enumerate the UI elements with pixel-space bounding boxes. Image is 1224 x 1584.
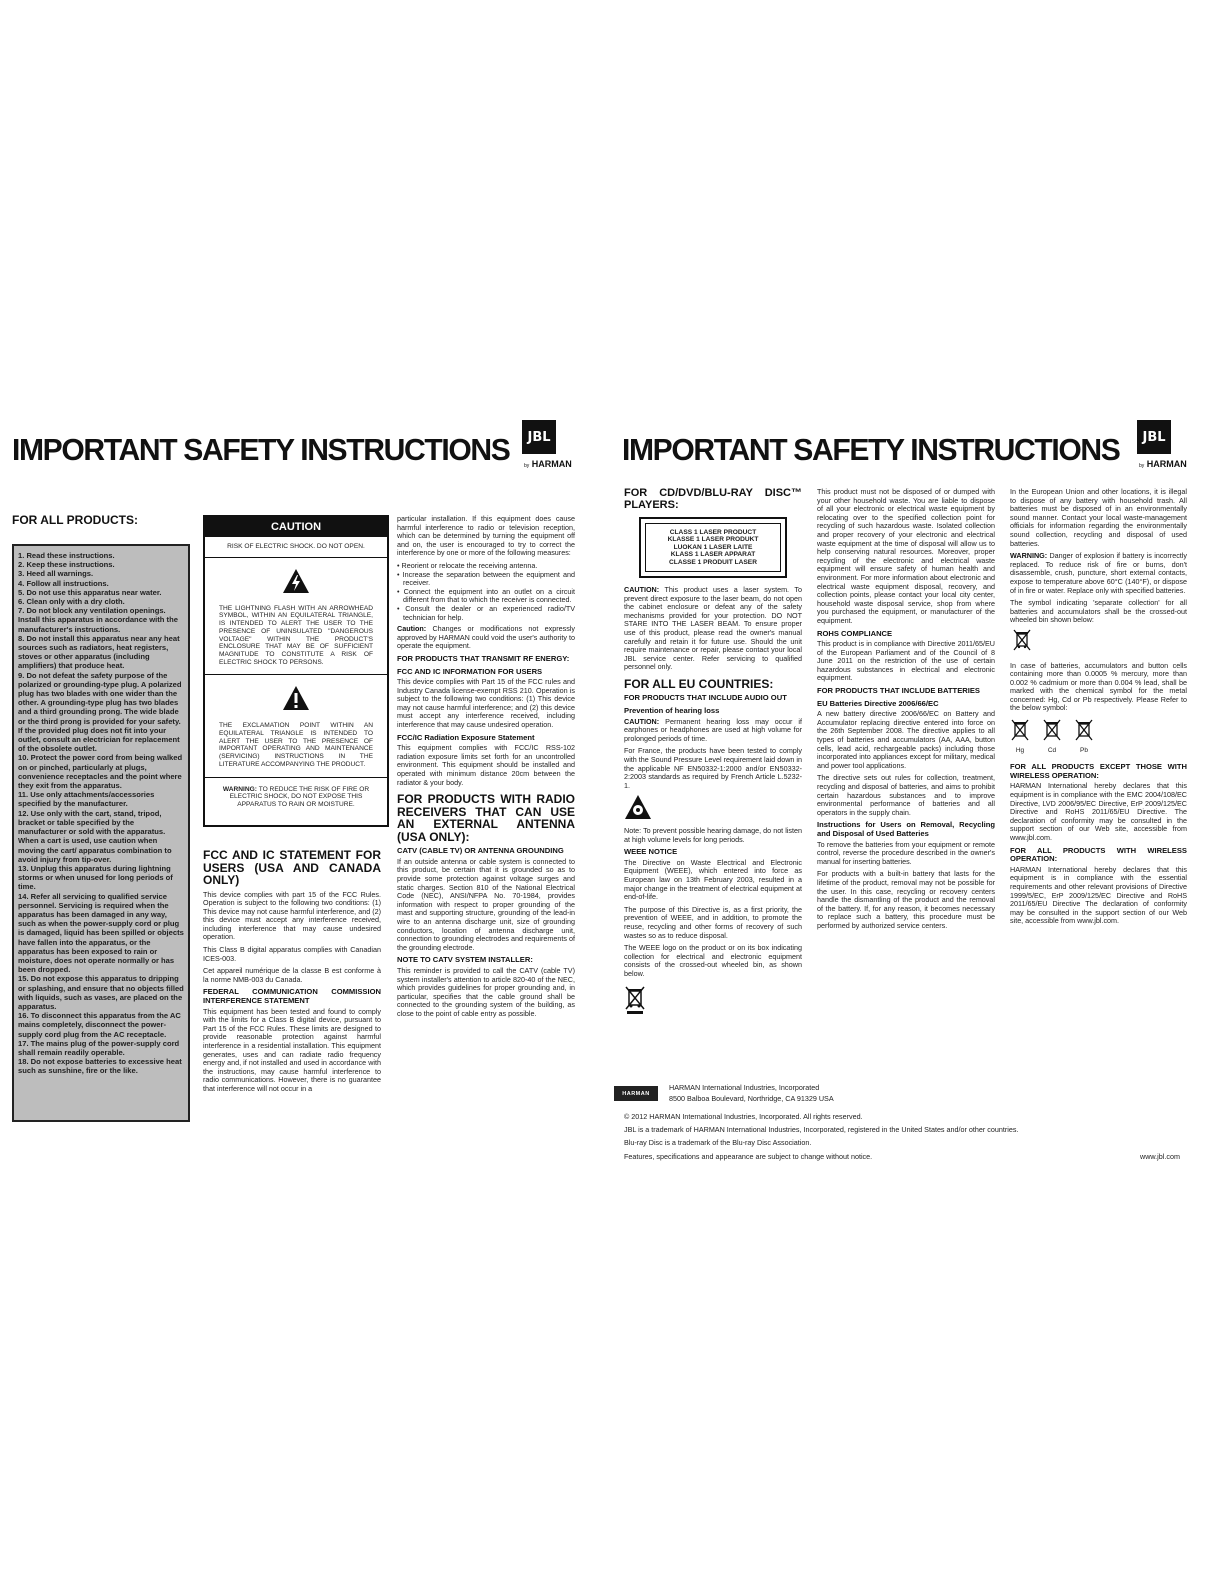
caution-box xyxy=(203,515,389,827)
safety-item: 11. Use only attachments/accessories specified by the manufacturer. xyxy=(18,790,155,809)
measure-item: • Connect the equipment into an outlet on a circuit different from that to which the receiver is connected. xyxy=(397,586,575,605)
rf-heading: FOR PRODUCTS THAT TRANSMIT RF ENERGY: xyxy=(397,653,570,663)
wireless-heading: FOR ALL PRODUCTS WITH WIRELESS OPERATION: xyxy=(1010,845,1187,864)
safety-item: 17. The mains plug of the power-supply cord shall remain readily operable. xyxy=(18,1038,180,1057)
fccic-heading: FCC AND IC INFORMATION FOR USERS xyxy=(397,666,543,676)
safety-item: 18. Do not expose batteries to excessive heat such as sunshine, fire or the like. xyxy=(18,1057,182,1076)
hearing-caution: CAUTION: Permanent hearing loss may occur if earphones or headphones are used at high volume for prolonged periods of time. xyxy=(624,716,802,743)
caution-sub: RISK OF ELECTRIC SHOCK. DO NOT OPEN. xyxy=(227,543,365,550)
batteries-heading: FOR PRODUCTS THAT INCLUDE BATTERIES xyxy=(817,686,980,696)
company-address: 8500 Balboa Boulevard, Northridge, CA 91329 USA xyxy=(669,1094,834,1103)
non-wireless-text: HARMAN International hereby declares that this equipment is in compliance with the EMC 2004/108/EC Directive, LVD 2006/95/EC Directive, ErP 2009/125/EC Directive and RoHS 2011/65/EU Directive. The declaration of conformity may be consulted in the support section of our Web site, accessible from www.jbl.com. xyxy=(1010,781,1187,842)
catv-installer-heading: NOTE TO CATV SYSTEM INSTALLER: xyxy=(397,955,533,965)
fcc-p2: This Class B digital apparatus complies with Canadian ICES-003. xyxy=(203,945,381,963)
disc-column xyxy=(624,488,802,1017)
laser-lines xyxy=(645,523,781,572)
chemical-bins xyxy=(1010,719,1187,755)
safety-item: 9. Do not defeat the safety purpose of the polarized or grounding-type plug. A polarized plug has two blades with one wider than the other. A grounding-type plug has two blades and a third grounding prong. The wide blade or the third prong is provided for your safety. If the provided plug does not fit into your outlet, consult an electrician for replacement of the obsolete outlet. xyxy=(18,670,182,754)
safety-list xyxy=(14,546,188,1081)
radiation-text: This equipment complies with FCC/IC RSS-102 radiation exposure limits set forth for an uncontrolled environment. This equipment should be installed and operated with minimum distance 20cm between the radiator & your body. xyxy=(397,743,575,787)
measure-item: • Reorient or relocate the receiving antenna. xyxy=(397,560,538,570)
caution-header: CAUTION xyxy=(205,517,387,537)
fccic-text: This device complies with Part 15 of the FCC rules and Industry Canada license-exempt RSS 210. Operation is subject to the following two conditions: (1) This device may not cause harmful interference; and (2) this device must accept any interference received, including interference that may cause undesired operation. xyxy=(397,677,575,730)
symbol-text: The symbol indicating 'separate collection' for all batteries and accumulators shall be the crossed-out wheeled bin shown below: xyxy=(1010,598,1187,625)
safety-item: 2. Keep these instructions. xyxy=(18,560,115,570)
eu-countries-title: FOR ALL EU COUNTRIES: xyxy=(624,676,774,691)
safety-instructions-box xyxy=(12,544,190,1122)
radiation-heading: FCC/IC Radiation Exposure Statement xyxy=(397,732,535,742)
pb-bin-icon: Pb xyxy=(1074,719,1094,755)
for-all-products-heading: FOR ALL PRODUCTS: xyxy=(12,513,138,527)
fcc-title: FCC AND IC STATEMENT FOR USERS (USA AND CANADA ONLY) xyxy=(203,848,381,887)
fcc-column xyxy=(203,843,381,1098)
laser-line: CLASS 1 LASER PRODUCT xyxy=(669,529,757,536)
removal-p1: To remove the batteries from your equipment or remote control, reverse the procedure described in the owner's manual for inserting batteries. xyxy=(817,839,995,866)
website-link[interactable]: www.jbl.com xyxy=(1140,1152,1180,1161)
weee-heading: WEEE NOTICE xyxy=(624,847,678,857)
ear-warning-icon xyxy=(624,794,802,823)
jbl-logo-right: JBL xyxy=(1137,420,1171,454)
warning-text: WARNING: TO REDUCE THE RISK OF FIRE OR ELECTRIC SHOCK, DO NOT EXPOSE THIS APPARATUS TO RAIN OR MOISTURE. xyxy=(222,785,370,808)
laser-label-box xyxy=(639,517,787,578)
radio-receivers-title: FOR PRODUCTS WITH RADIO RECEIVERS THAT CAN USE AN EXTERNAL ANTENNA (USA ONLY): xyxy=(397,792,575,844)
rohs-column xyxy=(817,488,995,935)
trademark: JBL is a trademark of HARMAN International Industries, Incorporated, registered in the United States and/or other countries. xyxy=(624,1125,1019,1134)
lightning-text: THE LIGHTNING FLASH WITH AN ARROWHEAD SYMBOL, WITHIN AN EQUILATERAL TRIANGLE, IS INTENDED TO ALERT THE USER TO THE PRESENCE OF UNINSULATED "DANGEROUS VOLTAGE" WITHIN THE PRODUCT'S ENCLOSURE THAT MAY BE OF SUFFICIENT MAGNITUDE TO CONSTITUTE A RISK OF ELECTRIC SHOCK TO PERSONS. xyxy=(219,604,373,666)
battery-column xyxy=(1010,488,1187,930)
copyright: © 2012 HARMAN International Industries, Incorporated. All rights reserved. xyxy=(624,1112,863,1121)
safety-item: 4. Follow all instructions. xyxy=(18,578,109,588)
fcc-p1: This device complies with part 15 of the FCC Rules. Operation is subject to the following two conditions: (1) This device may not cause harmful interference, and (2) this device must accept any interference received, including interference that may cause undesired operation. xyxy=(203,889,381,942)
company-name: HARMAN International Industries, Incorporated xyxy=(669,1083,820,1092)
safety-item: 1. Read these instructions. xyxy=(18,551,115,560)
eu-battery-disposal: In the European Union and other locations, it is illegal to dispose of any battery with household trash. All batteries must be disposed of in an environmentally sound manner. Contact your local waste-management officials for information regarding the environmentally sound collection, recycling and disposal of used batteries. xyxy=(1010,487,1187,548)
harman-tag-left: by HARMAN xyxy=(524,459,572,469)
chemical-text: In case of batteries, accumulators and button cells containing more than 0.0005 % mercury, more than 0.002 % cadmium or more than 0.004 % lead, shall be marked with the chemical symbol for the metal concerned: Hg, Cd or Pb respectively. Please Refer to the below symbol: xyxy=(1010,660,1187,713)
laser-caution: CAUTION: This product uses a laser system. To prevent direct exposure to the laser beam, do not open the cabinet enclosure or defeat any of the safety mechanisms provided for your protection. DO NOT STARE INTO THE LASER BEAM. To ensure proper use of this product, please read the owner's manual carefully and retain it for future use. Should the unit require maintenance or repair, please contact your local JBL service center. Refer servicing to qualified personnel only. xyxy=(624,585,802,672)
non-wireless-heading: FOR ALL PRODUCTS EXCEPT THOSE WITH WIRELESS OPERATION: xyxy=(1010,762,1187,780)
safety-item: 12. Use only with the cart, stand, tripod, bracket or table specified by the manufacturer or sold with the apparatus. When a cart is used, use caution when moving the cart/ apparatus combination to avoid injury from tip-over. xyxy=(18,808,172,864)
exclamation-triangle-icon xyxy=(205,675,387,716)
disposal-text: This product must not be disposed of or dumped with your other household waste. You are liable to dispose of all your electronic or electrical waste equipment by relocating over to the specified collection point for recycling of such hazardous waste. Isolated collection and proper recovery of your electronic and electrical waste equipment at the time of disposal will allow us to help conserving natural resources. Moreover, proper recycling of the electronic and electrical waste equipment will ensure safety of human health and environment. For more information about electronic and electrical waste equipment disposal, recovery, and collection points, please contact your local city center, household waste disposal service, shop from where you purchased the equipment, or manufacturer of the equipment. xyxy=(817,487,995,625)
safety-item: 5. Do not use this apparatus near water. xyxy=(18,587,162,597)
harman-tag-right: by HARMAN xyxy=(1139,459,1187,469)
rohs-heading: ROHS COMPLIANCE xyxy=(817,628,893,638)
exclamation-text: THE EXCLAMATION POINT WITHIN AN EQUILATERAL TRIANGLE IS INTENDED TO ALERT THE USER TO THE PRESENCE OF IMPORTANT OPERATING AND MAINTENANCE (SERVICING) INSTRUCTIONS IN THE LITERATURE ACCOMPANYING THE PRODUCT. xyxy=(219,722,373,768)
page-title-right: IMPORTANT SAFETY INSTRUCTIONS xyxy=(622,432,1120,467)
safety-item: 10. Protect the power cord from being walked on or pinched, particularly at plugs, convenience receptacles and the point where they exit from the apparatus. xyxy=(18,753,183,791)
bluray-trademark: Blu-ray Disc is a trademark of the Blu-ray Disc Association. xyxy=(624,1138,812,1147)
lightning-triangle-icon xyxy=(205,558,387,599)
safety-item: 7. Do not block any ventilation openings. Install this apparatus in accordance with the manufacturer's instructions. xyxy=(18,606,178,634)
hearing-loss-heading: Prevention of hearing loss xyxy=(624,706,720,716)
removal-heading: Instructions for Users on Removal, Recycling and Disposal of Used Batteries xyxy=(817,820,995,838)
changes-caution: Caution: Changes or modifications not expressly approved by HARMAN could void the user's authority to operate the equipment. xyxy=(397,624,575,651)
rohs-text: This product is in compliance with Directive 2011/65/EU of the European Parliament and of the Council of 8 June 2011 on the restriction of the use of certain hazardous substances in electrical and electronic equipment. xyxy=(817,639,995,683)
measures-list xyxy=(397,562,575,622)
weee-p2: The purpose of this Directive is, as a first priority, the prevention of WEEE, and in addition, to promote the reuse, recycling and other forms of recovery of such wastes so as to reduce disposal. xyxy=(624,904,802,940)
weee-bin-icon xyxy=(624,985,802,1018)
france-text: For France, the products have been tested to comply with the Sound Pressure Level requirement laid down in the applicable NF EN50332-1:2000 and/or EN50332-2:2003 standards as required by French Article L.5232-1. xyxy=(624,746,802,790)
page-title-left: IMPORTANT SAFETY INSTRUCTIONS xyxy=(12,432,510,467)
weee-p3: The WEEE logo on the product or on its box indicating collection for electrical and electronic equipment consists of the crossed-out wheeled bin, as shown below. xyxy=(624,943,802,978)
audio-out-heading: FOR PRODUCTS THAT INCLUDE AUDIO OUT xyxy=(624,693,787,703)
safety-item: 15. Do not expose this apparatus to dripping or splashing, and ensure that no objects filled with liquids, such as vases, are placed on the apparatus. xyxy=(18,974,184,1011)
laser-line: LUOKAN 1 LASER LAITE xyxy=(673,543,753,551)
wireless-text: HARMAN International hereby declares that this equipment is in compliance with the essential requirements and other relevant provisions of Directive 1999/5/EC, ErP 2009/125/EC Directive and RoHS 2011/65/EU Directive The declaration of conformity may be consulted in the support section of our Web site, accessible from www.jbl.com. xyxy=(1010,864,1187,926)
catv-installer-text: This reminder is provided to call the CATV (cable TV) system installer's attention to article 820-40 of the NEC, which provides guidelines for proper grounding and, in particular, specifies that the cable ground shall be connected to the grounding system of the building, as close to the point of cable entry as possible. xyxy=(397,965,575,1018)
disc-players-title: FOR CD/DVD/BLU-RAY DISC™ PLAYERS: xyxy=(624,487,802,511)
interference-p1: particular installation. If this equipment does cause harmful interference to radio or television reception, which can be determined by turning the equipment off and on, the user is encouraged to try to correct the interference by one or more of the following measures: xyxy=(397,514,575,558)
laser-line: KLASS 1 LASER APPARAT xyxy=(670,551,756,559)
safety-item: 8. Do not install this apparatus near any heat sources such as radiators, heat registers, stoves or other apparatus (including amplifiers) that produce heat. xyxy=(18,633,180,671)
weee-p1: The Directive on Waste Electrical and Electronic Equipment (WEEE), which entered into force as European law on 13th February 2003, resulted in a major change in the treatment of electrical equipment at end-of-life. xyxy=(624,857,802,902)
safety-item: 3. Heed all warnings. xyxy=(18,569,94,579)
measure-item: • Increase the separation between the equipment and receiver. xyxy=(397,569,575,588)
safety-item: 14. Refer all servicing to qualified service personnel. Servicing is required when the apparatus has been damaged in any way, such as when the power-supply cord or plug is damaged, liquid has been spilled or objects have fallen into the apparatus, or the apparatus has been exposed to rain or moisture, does not operate normally or has been dropped. xyxy=(18,891,184,975)
catv-heading: CATV (CABLE TV) OR ANTENNA GROUNDING xyxy=(397,846,564,856)
removal-p2: For products with a built-in battery that lasts for the lifetime of the product, removal may not be possible for the user. In this case, recycling or recovery centers handle the dismantling of the product and the removal of the battery. If, for any reason, it becomes necessary to replace such a battery, this procedure must be performed by authorized service centers. xyxy=(817,869,995,930)
fcc-interference-heading: FEDERAL COMMUNICATION COMMISSION INTERFERENCE STATEMENT xyxy=(203,987,381,1006)
eu-batteries-heading: EU Batteries Directive 2006/66/EC xyxy=(817,698,939,708)
eu-batteries-p2: The directive sets out rules for collection, treatment, recycling and disposal of batteries, and aims to prohibit certain hazardous substances and to improve environmental performance of batteries and all operators in the supply chain. xyxy=(817,773,995,817)
features-notice: Features, specifications and appearance are subject to change without notice. xyxy=(624,1152,873,1161)
fcc-p3: Cet appareil numérique de la classe B est conforme à la norme NMB-003 du Canada. xyxy=(203,966,381,984)
eu-batteries-p1: A new battery directive 2006/66/EC on Battery and Accumulator replacing directive entered into force on the 26th September 2008. The directive applies to all types of batteries and accumulators (AA, AAA, button cells, lead acid, rechargeable packs) including those incorporated into appliances except for military, medical and power tool applications. xyxy=(817,709,995,770)
harman-logo: HARMAN xyxy=(614,1086,658,1101)
fcc-p4: This equipment has been tested and found to comply with the limits for a Class B digital device, pursuant to Part 15 of the FCC Rules. These limits are designed to provide reasonable protection against harmful interference in a residential installation. This equipment generates, uses and can radiate radio frequency energy and, if not installed and used in accordance with the instructions, may cause harmful interference to radio communications. However, there is no guarantee that interference will not occur in a xyxy=(203,1006,381,1093)
measure-item: • Consult the dealer or an experienced radio/TV technician for help. xyxy=(397,603,575,622)
battery-bin-icon xyxy=(1012,629,1187,656)
cd-bin-icon: Cd xyxy=(1042,719,1062,755)
laser-line: CLASSE 1 PRODUIT LASER xyxy=(669,558,757,566)
battery-warning: WARNING: Danger of explosion if battery is incorrectly replaced. To reduce risk of fire or burns, don't disassemble, crush, puncture, short external contacts, expose to temperature above 60°C (140°F), or dispose of in fire or water. Replace only with specified batteries. xyxy=(1010,551,1187,595)
safety-item: 16. To disconnect this apparatus from the AC mains completely, disconnect the power-supply cord plug from the AC receptacle. xyxy=(18,1011,181,1039)
safety-item: 6. Clean only with a dry cloth. xyxy=(18,597,125,607)
rf-column xyxy=(397,515,575,1023)
safety-item: 13. Unplug this apparatus during lightning storms or when unused for long periods of time. xyxy=(18,863,173,892)
hg-bin-icon: Hg xyxy=(1010,719,1030,755)
hearing-note: Note: To prevent possible hearing damage, do not listen at high volume levels for long periods. xyxy=(624,826,802,844)
catv-text: If an outside antenna or cable system is connected to this product, be certain that it is grounded so as to provide some protection against voltage surges and static charges. Section 810 of the National Electrical Code (NEC), ANSI/NFPA No. 70-1984, provides information with respect to proper grounding of the mast and supporting structure, grounding of the lead-in wire to an antenna discharge unit, size of grounding conductors, location of antenna discharge unit, connection to grounding electrodes and requirements of the grounding electrode. xyxy=(397,856,575,952)
laser-line: KLASSE 1 LASER PRODUKT xyxy=(667,536,759,544)
jbl-logo-left: JBL xyxy=(522,420,556,454)
